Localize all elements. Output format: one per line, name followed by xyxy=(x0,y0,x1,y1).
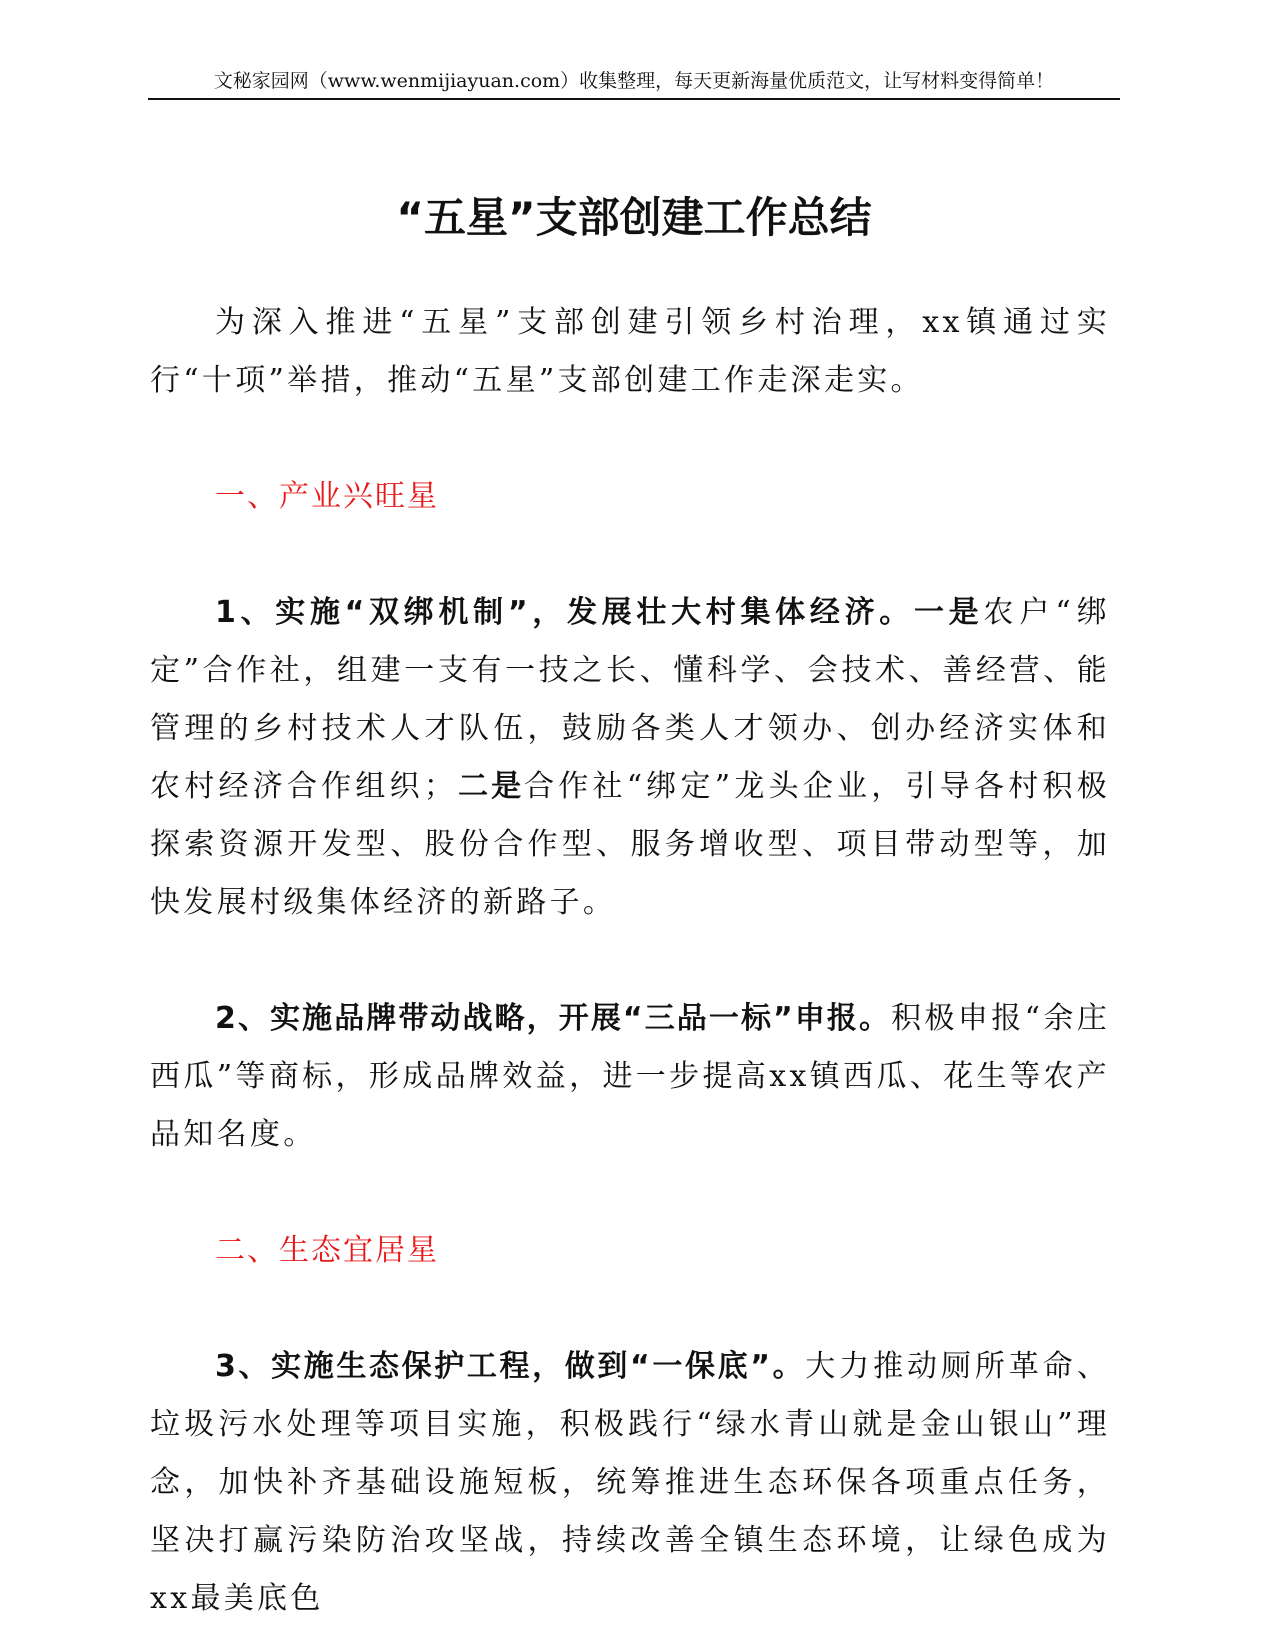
document-title: “五星”支部创建工作总结 xyxy=(396,193,872,242)
paragraph-gap xyxy=(150,410,1110,468)
paragraph-gap xyxy=(150,1280,1110,1338)
item-3-lead: 3、实施生态保护工程，做到“一保底”。 xyxy=(215,1349,806,1384)
item-2-text: 积极申报“余庄西瓜”等商标，形成品牌效益，进一步提高xx镇西瓜、花生等农产品知名度。 xyxy=(150,1001,1110,1152)
item-3-text: 大力推动厕所革命、垃圾污水处理等项目实施，积极践行“绿水青山就是金山银山”理念，加快补齐基础设施短板，统筹推进生态环保各项重点任务，坚决打赢污染防治攻坚战，持续改善全镇生态环境，让绿色成为xx最美底色 xyxy=(150,1349,1110,1616)
item-paragraph-1 xyxy=(150,584,1110,932)
item-1-point-1-text: 农户“绑定”合作社，组建一支有一技之长、懂科学、会技术、善经营、能管理的乡村技术人才队伍，鼓励各类人才领办、创办经济实体和农村经济合作组织； xyxy=(150,595,1111,804)
item-paragraph-3 xyxy=(150,1338,1110,1628)
section-heading-1: 一、产业兴旺星 xyxy=(215,479,439,514)
document-body xyxy=(150,294,1110,1628)
item-1-point-1-lead: 一是 xyxy=(913,595,984,630)
item-1-point-2-text: 合作社“绑定”龙头企业，引导各村积极探索资源开发型、股份合作型、服务增收型、项目带动型等，加快发展村级集体经济的新路子。 xyxy=(150,769,1111,920)
header-text: 文秘家园网（www.wenmijiayuan.com）收集整理，每天更新海量优质范文，让写材料变得简单！ xyxy=(213,70,1055,92)
item-1-point-2-lead: 二是 xyxy=(457,769,525,804)
item-2-lead: 2、实施品牌带动战略，开展“三品一标”申报。 xyxy=(215,1001,892,1036)
intro-paragraph: 为深入推进“五星”支部创建引领乡村治理，xx镇通过实行“十项”举措，推动“五星”支部创建工作走深走实。 xyxy=(150,305,1110,398)
page-header xyxy=(148,66,1120,100)
paragraph-gap xyxy=(150,526,1110,584)
paragraph-gap xyxy=(150,1164,1110,1222)
item-paragraph-2 xyxy=(150,990,1110,1164)
paragraph-gap xyxy=(150,932,1110,990)
item-1-lead: 1、实施“双绑机制”，发展壮大村集体经济。 xyxy=(215,595,914,630)
section-heading-2: 二、生态宜居星 xyxy=(215,1233,439,1268)
